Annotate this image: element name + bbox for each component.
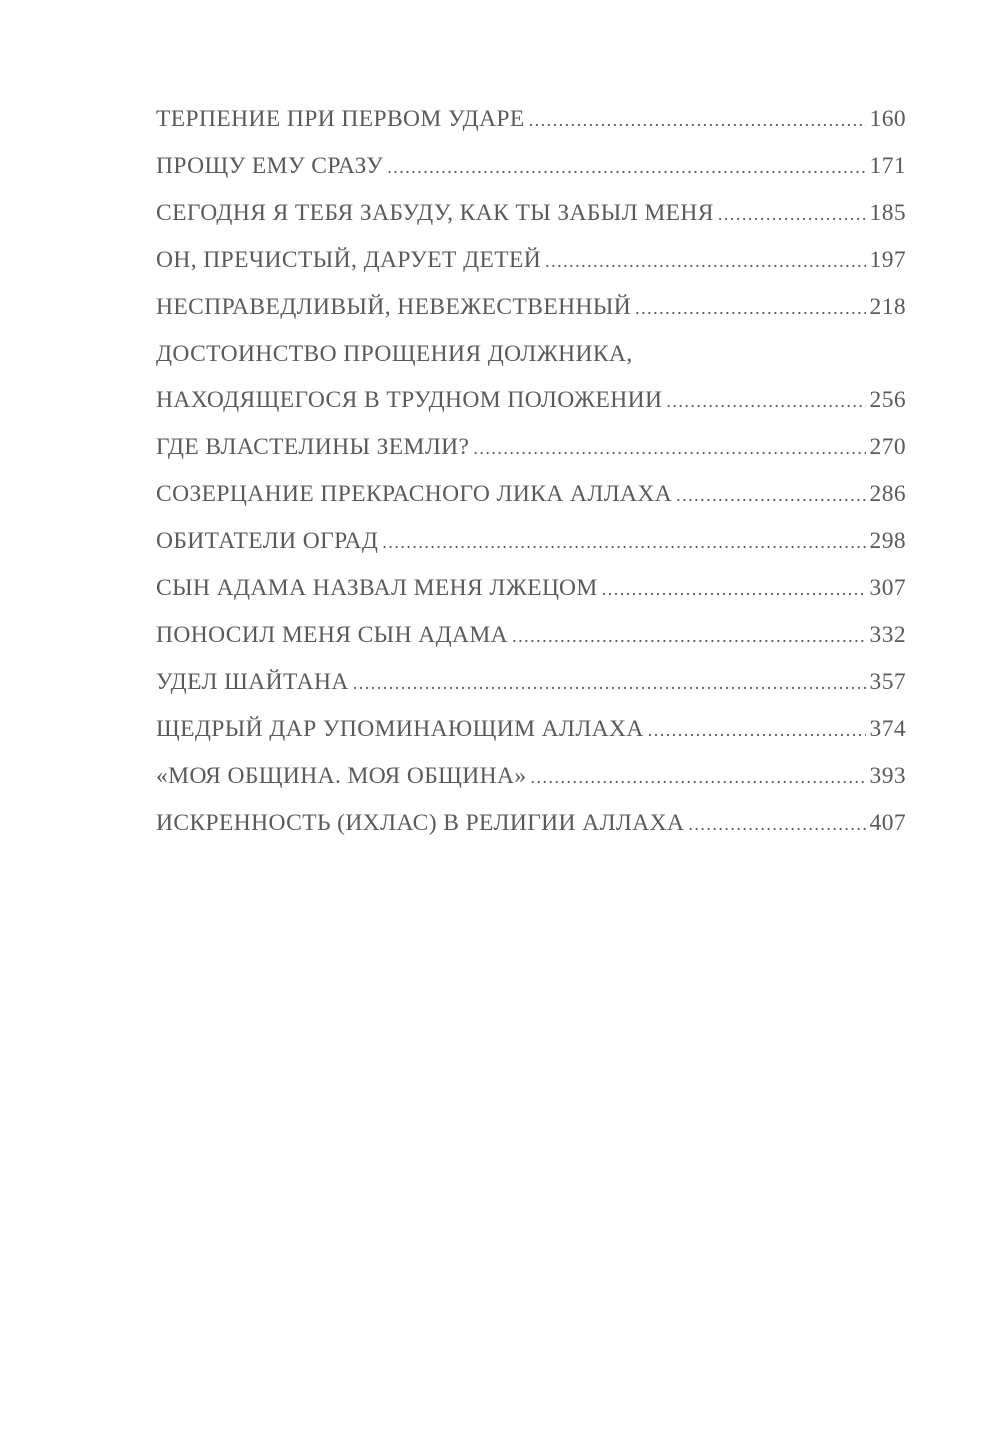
toc-line — [156, 565, 906, 612]
dot-leader — [635, 285, 865, 331]
toc-entry[interactable] — [156, 659, 906, 706]
toc-entry[interactable] — [156, 706, 906, 753]
toc-entry[interactable] — [156, 612, 906, 659]
toc-entry[interactable] — [156, 284, 906, 331]
toc-line — [156, 377, 906, 424]
dot-leader — [529, 97, 866, 143]
dot-leader — [473, 425, 865, 471]
toc-entry-title: ЩЕДРЫЙ ДАР УПОМИНАЮЩИМ АЛЛАХА — [156, 716, 644, 742]
toc-entry[interactable] — [156, 753, 906, 800]
toc-entry[interactable] — [156, 565, 906, 612]
toc-line — [156, 612, 906, 659]
toc-line — [156, 143, 906, 190]
toc-entry-title: ПОНОСИЛ МЕНЯ СЫН АДАМА — [156, 622, 509, 648]
toc-line — [156, 659, 906, 706]
toc-entry-page-number: 160 — [869, 106, 906, 132]
toc-entry-page-number: 171 — [869, 153, 906, 179]
toc-entry-page-number: 374 — [869, 716, 906, 742]
table-of-contents — [156, 96, 906, 847]
toc-entry[interactable] — [156, 143, 906, 190]
toc-entry-page-number: 357 — [869, 669, 906, 695]
toc-entry[interactable] — [156, 237, 906, 284]
toc-entry-page-number: 286 — [869, 481, 906, 507]
dot-leader — [676, 472, 865, 518]
toc-entry[interactable] — [156, 96, 906, 143]
toc-entry-page-number: 197 — [869, 247, 906, 273]
toc-entry-title: «МОЯ ОБЩИНА. МОЯ ОБЩИНА» — [156, 763, 527, 789]
toc-line — [156, 518, 906, 565]
toc-line — [156, 190, 906, 237]
toc-entry-title-line1: ДОСТОИНСТВО ПРОЩЕНИЯ ДОЛЖНИКА, — [156, 341, 633, 367]
toc-entry-page-number: 298 — [869, 528, 906, 554]
dot-leader — [688, 801, 865, 847]
toc-line — [156, 424, 906, 471]
dot-leader — [666, 378, 865, 424]
toc-line — [156, 753, 906, 800]
toc-entry[interactable] — [156, 518, 906, 565]
toc-line — [156, 800, 906, 847]
toc-line — [156, 471, 906, 518]
toc-entry-page-number: 256 — [869, 387, 906, 413]
dot-leader — [382, 519, 865, 565]
toc-entry-title: СЫН АДАМА НАЗВАЛ МЕНЯ ЛЖЕЦОМ — [156, 575, 598, 601]
toc-entry-title: УДЕЛ ШАЙТАНА — [156, 669, 349, 695]
toc-entry-title: ПРОЩУ ЕМУ СРАЗУ — [156, 153, 384, 179]
dot-leader — [353, 660, 866, 706]
toc-entry-title: СОЗЕРЦАНИЕ ПРЕКРАСНОГО ЛИКА АЛЛАХА — [156, 481, 673, 507]
toc-entry-title: ОН, ПРЕЧИСТЫЙ, ДАРУЕТ ДЕТЕЙ — [156, 247, 542, 273]
toc-entry-page-number: 407 — [869, 810, 906, 836]
toc-entry-page-number: 185 — [869, 200, 906, 226]
toc-entry-page-number: 307 — [869, 575, 906, 601]
toc-entry-title: ИСКРЕННОСТЬ (ИХЛАС) В РЕЛИГИИ АЛЛАХА — [156, 810, 685, 836]
toc-line — [156, 284, 906, 331]
toc-entry[interactable] — [156, 471, 906, 518]
toc-entry-page-number: 270 — [869, 434, 906, 460]
toc-entry-title: ГДЕ ВЛАСТЕЛИНЫ ЗЕМЛИ? — [156, 434, 470, 460]
toc-line — [156, 706, 906, 753]
toc-entry[interactable] — [156, 424, 906, 471]
toc-entry-title: НЕСПРАВЕДЛИВЫЙ, НЕВЕЖЕСТВЕННЫЙ — [156, 294, 632, 320]
toc-entry-page-number: 332 — [869, 622, 906, 648]
toc-entry[interactable] — [156, 331, 906, 424]
toc-entry[interactable] — [156, 190, 906, 237]
dot-leader — [387, 144, 865, 190]
dot-leader — [530, 754, 865, 800]
toc-line — [156, 237, 906, 284]
dot-leader — [602, 566, 866, 612]
dot-leader — [512, 613, 865, 659]
toc-entry-title: НАХОДЯЩЕГОСЯ В ТРУДНОМ ПОЛОЖЕНИИ — [156, 387, 663, 413]
toc-entry-page-number: 218 — [869, 294, 906, 320]
toc-entry[interactable] — [156, 800, 906, 847]
toc-line — [156, 96, 906, 143]
toc-entry-title: СЕГОДНЯ Я ТЕБЯ ЗАБУДУ, КАК ТЫ ЗАБЫЛ МЕНЯ — [156, 200, 714, 226]
dot-leader — [718, 191, 866, 237]
dot-leader — [545, 238, 865, 284]
toc-entry-page-number: 393 — [869, 763, 906, 789]
toc-entry-title: ТЕРПЕНИЕ ПРИ ПЕРВОМ УДАРЕ — [156, 106, 525, 132]
dot-leader — [648, 707, 866, 753]
toc-entry-title: ОБИТАТЕЛИ ОГРАД — [156, 528, 379, 554]
